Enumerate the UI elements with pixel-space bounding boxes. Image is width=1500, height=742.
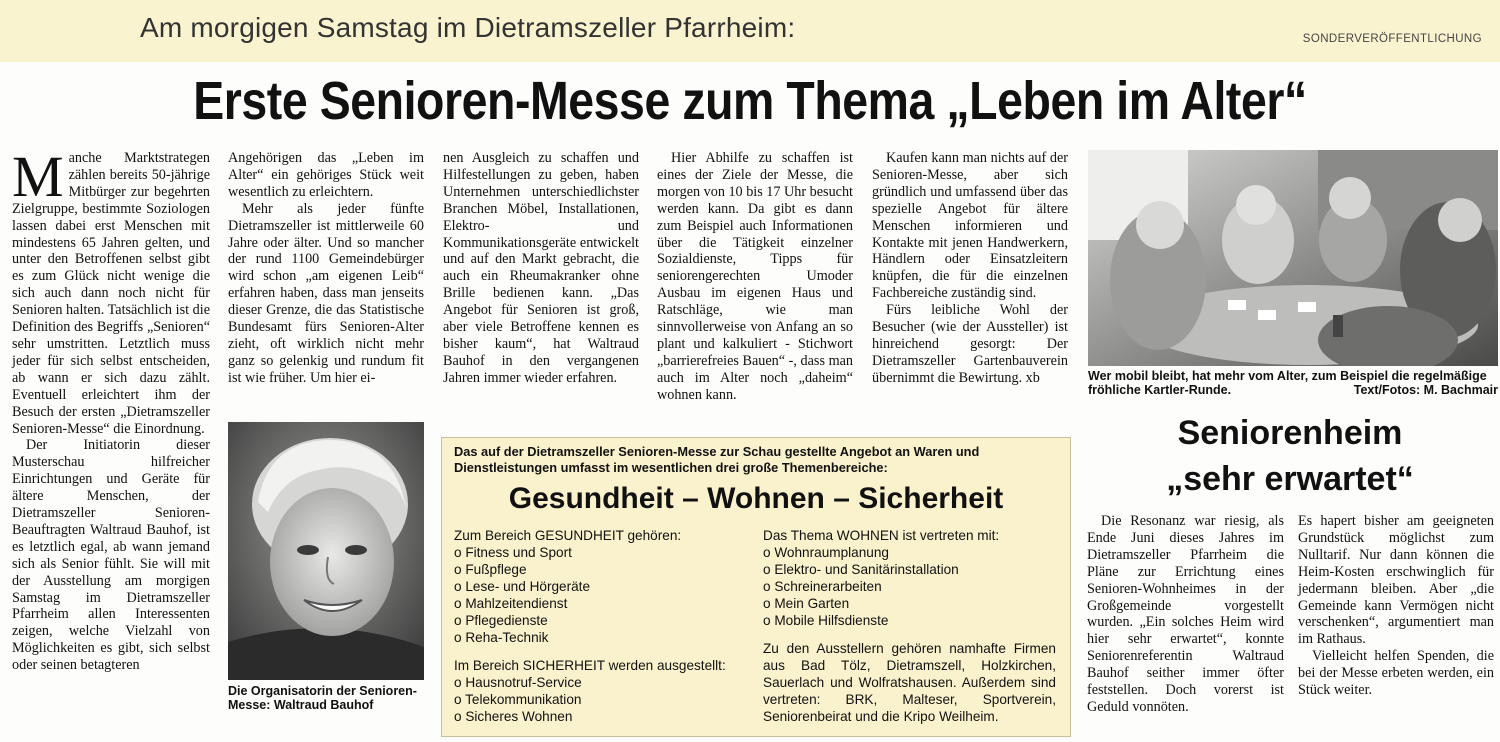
health-list: [454, 527, 744, 646]
info-box: [441, 437, 1071, 737]
article-column-3: [443, 150, 639, 387]
list-item: o Mein Garten: [763, 596, 850, 611]
exhibitors-paragraph: Zu den Ausstellern gehören namhafte Firmen aus Bad Tölz, Dietramszell, Holzkirchen, Sauerlach und Wolfratshausen. Außerdem sind vertreten: BRK, Malteser, Sportverein, Seniorenbeirat und die Kripo Weilheim.: [763, 641, 1056, 724]
list-item: o Schreinerarbeiten: [763, 579, 882, 594]
living-list: [763, 527, 1063, 629]
dropcap: M: [12, 144, 64, 209]
article-column-2: [228, 150, 424, 387]
sidebar-paragraph: Vielleicht helfen Spenden, die bei der Messe erbeten werden, ein Stück weiter.: [1298, 648, 1494, 699]
kicker: Am morgigen Samstag im Dietramszeller Pfarrheim:: [140, 12, 796, 43]
list-item: o Sicheres Wohnen: [454, 709, 573, 724]
article-column-4: [657, 150, 853, 404]
living-heading: Das Thema WOHNEN ist vertreten mit:: [763, 528, 1000, 543]
list-item: o Pflegedienste: [454, 613, 548, 628]
list-item: o Telekommunikation: [454, 692, 582, 707]
list-item: o Reha-Technik: [454, 630, 549, 645]
photo-credit: Text/Fotos: M. Bachmair: [1353, 383, 1498, 397]
security-list: [454, 657, 754, 725]
list-item: o Fitness und Sport: [454, 545, 572, 560]
article-paragraph: Manche Marktstrategen zählen bereits 50-jährige Mitbürger zur begehrten Zielgruppe, bestimmte Soziologen lassen dabei erst Menschen mit mindestens 65 Jahren gelten, und unter den Betroffenen selbst gibt es zum Glück nicht wenige die sich auch dann noch nicht für Senioren halten. Tatsächlich ist die Definition des Begriffs „Senioren“ sehr umstritten. Letztlich muss jeder für sich selbst entscheiden, ab wann er sich dazu zählt. Eventuell erleichtert ihm der Besuch der ersten „Dietramszeller Senioren-Messe“ die Einordnung.: [12, 144, 210, 437]
list-item: o Mobile Hilfsdienste: [763, 613, 889, 628]
article-paragraph: Kaufen kann man nichts auf der Senioren-Messe, aber sich gründlich und umfassend über das spezielle Angebot für ältere Menschen informieren und Kontakte mit jenen Handwerkern, Händlern oder Einsatzleitern knüpfen, die für die einzelnen Fachbereiche zuständig sind.: [872, 150, 1068, 302]
portrait-caption: Die Organisatorin der Senioren-Messe: Waltraud Bauhof: [228, 684, 417, 712]
box-intro: Das auf der Dietramszeller Senioren-Messe zur Schau gestellte Angebot an Waren und Dienstleistungen umfasst im wesentlichen drei große Themenbereiche:: [454, 444, 980, 475]
article-paragraph: Angehörigen das „Leben im Alter“ ein gehöriges Stück weit wesentlich zu erleichtern.: [228, 150, 424, 200]
list-item: o Lese- und Hörgeräte: [454, 579, 591, 594]
group-caption-text: Wer mobil bleibt, hat mehr vom Alter, zum Beispiel die regelmäßige fröhliche Kartler-Runde.: [1088, 369, 1487, 397]
list-item: o Wohnraumplanung: [763, 545, 889, 560]
section-label: SONDERVERÖFFENTLICHUNG: [1302, 33, 1482, 45]
group-caption: [1088, 369, 1498, 397]
article-column-1: [12, 144, 210, 674]
list-item: o Elektro- und Sanitärinstallation: [763, 562, 959, 577]
article-paragraph: Fürs leibliche Wohl der Besucher (wie der Aussteller) ist hinreichend gesorgt: Der Dietramszeller Gartenbauverein übernimmt die Bewirtung. xb: [872, 302, 1068, 386]
sidebar-column-1: [1087, 513, 1284, 716]
health-heading: Zum Bereich GESUNDHEIT gehören:: [454, 528, 682, 543]
box-title: Gesundheit – Wohnen – Sicherheit: [508, 482, 1004, 515]
sidebar-headline-1: Seniorenheim: [1177, 414, 1403, 452]
sidebar-headline-2: „sehr erwartet“: [1166, 460, 1414, 498]
article-paragraph: nen Ausgleich zu schaffen und Hilfestellungen zu geben, haben Unternehmen unterschiedlichster Branchen Möbel, Installationen, Elektro- und Kommunikationsgeräte entwickelt und auf den Markt gebracht, die auch ein Rheumakranker ohne Brille bedienen kann. „Das Angebot für Senioren ist groß, aber viele Betroffene kennen es bisher kaum“, hat Waltraud Bauhof in den vergangenen Jahren immer wieder erfahren.: [443, 150, 639, 386]
group-photo: [1088, 150, 1498, 366]
article-paragraph: Hier Abhilfe zu schaffen ist eines der Ziele der Messe, die morgen von 10 bis 17 Uhr besucht werden kann. Da gibt es dann zum Beispiel auch Informationen über die Tätigkeit einzelner Sozialdienste, Tipps für seniorengerechten Umoder Ausbau im eigenen Haus und Ratschläge, wie man sinnvollerweise von Anfang an so plant und kalkuliert - Stichwort „barrierefreies Bauen“ -, dass man auch im Alter noch „daheim“ wohnen kann.: [657, 150, 853, 403]
article-paragraph: Mehr als jeder fünfte Dietramszeller ist mittlerweile 60 Jahre oder älter. Und so mancher der rund 1100 Gemeindebürger wird schon „am eigenen Leib“ erfahren haben, dass man jenseits dieser Grenze, die das Statistische Bundesamt fürs Senioren-Alter zieht, oft wirklich nicht mehr ganz so gelenkig und rundum fit ist wie früher. Um hier ei-: [228, 200, 424, 386]
headline: Erste Senioren-Messe zum Thema „Leben im Alter“: [193, 71, 1307, 131]
portrait-photo: [228, 422, 424, 680]
list-item: o Fußpflege: [454, 562, 527, 577]
sidebar-paragraph: Die Resonanz war riesig, als Ende Juni dieses Jahres im Dietramszeller Pfarrheim die Pläne zur Errichtung eines Senioren-Wohnheimes in der Großgemeinde vorgestellt wurden. „Ein solches Heim wird hier sehr erwartet“, konnte Seniorenreferentin Waltraud Bauhof seither immer öfter feststellen. Doch vorerst ist Geduld vonnöten.: [1087, 513, 1284, 715]
sidebar-column-2: [1298, 513, 1494, 699]
list-item: o Hausnotruf-Service: [454, 675, 582, 690]
list-item: o Mahlzeitendienst: [454, 596, 568, 611]
article-column-5: [872, 150, 1068, 387]
article-paragraph: Der Initiatorin dieser Musterschau hilfreicher Einrichtungen und Geräte für ältere Menschen, der Dietramszeller Senioren-Beauftragten Waltraud Bauhof, ist es letztlich egal, ab wann jemand sich als Senior fühlt. Sie will mit der Ausstellung am morgigen Samstag im Dietramszeller Pfarrheim allen Interessenten zeigen, welche Vielzahl von Möglichkeiten es gibt, sich selbst oder seinen betagteren: [12, 437, 210, 674]
sidebar-paragraph: Es hapert bisher am geeigneten Grundstück möglichst zum Nulltarif. Nur dann können die Heim-Kosten erschwinglich für jedermann bleiben. Aber „die Gemeinde kann Vermögen nicht verschenken“, argumentiert man im Rathaus.: [1298, 513, 1494, 648]
security-heading: Im Bereich SICHERHEIT werden ausgestellt:: [454, 658, 726, 673]
